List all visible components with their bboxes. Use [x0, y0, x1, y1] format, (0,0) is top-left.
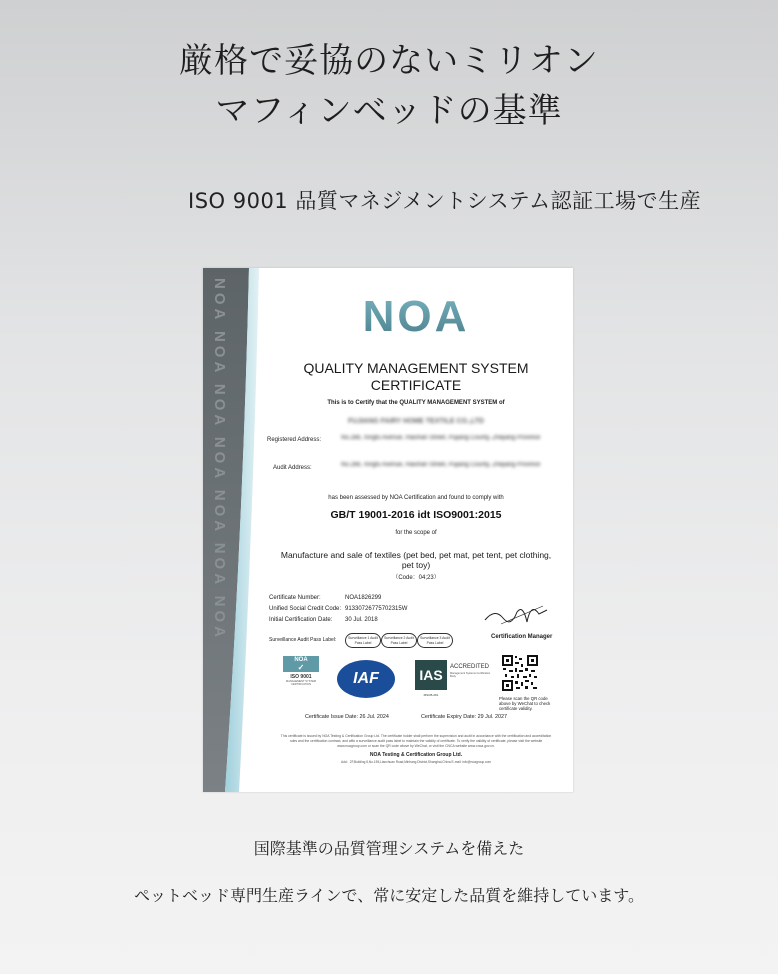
- certificate-footer-company: NOA Testing & Certification Group Ltd.: [369, 752, 463, 758]
- surveillance-label: Surveillance Audit Pass Label:: [269, 637, 337, 643]
- certificate-content: [259, 268, 573, 792]
- cert-number-value: NOA1826299: [345, 595, 382, 601]
- headline-line-2: マフィンベッドの基準: [215, 91, 563, 131]
- initial-date-label: Initial Certification Date:: [269, 617, 333, 623]
- iso-certificate-image: [203, 268, 573, 792]
- badge-noa-standard: ISO 9001: [290, 674, 312, 680]
- certificate-issue-date: Certificate Issue Date: 26 Jul. 2024: [305, 714, 389, 720]
- body-text-line-2: ペットベッド専門生産ラインで、常に安定した品質を維持しています。: [134, 886, 644, 905]
- scope-code: （Code：04;23）: [392, 575, 440, 581]
- certify-line: This is to Certify that the QUALITY MANAGEMENT SYSTEM of: [327, 400, 505, 406]
- iso-subheadline: ISO 9001 品質マネジメントシステム認証工場で生産: [188, 189, 702, 213]
- certificate-expiry-date: Certificate Expiry Date: 29 Jul. 2027: [421, 714, 507, 720]
- certificate-title-line-2: CERTIFICATE: [370, 377, 462, 393]
- qr-caption: Please scan the QR code above by WeChat to check certificate validity.: [499, 696, 551, 711]
- headline-line-1: 厳格で妥協のないミリオン: [179, 41, 599, 81]
- certificate-footer-address: Add：2F,Building 5,No.155,Lianchuan Road,Minhang District,Shanghai,China E-mail: info@noagroup.com: [340, 760, 492, 764]
- registered-address-value: No.288, Xingfu Avenue, Haishan Street, Pujiang County, Zhejiang Province: [341, 435, 541, 441]
- ias-accredited: ACCREDITED: [450, 664, 490, 670]
- registered-address-label: Registered Address:: [267, 437, 322, 443]
- company-name: FUJIANG FAIRY HOME TEXTILE CO.,LTD: [348, 418, 484, 425]
- cert-number-label: Certificate Number:: [269, 595, 321, 601]
- certification-manager-label: Certification Manager: [491, 634, 553, 640]
- audit-address-label: Audit Address:: [273, 465, 312, 471]
- iaf-badge-text: IAF: [353, 670, 379, 687]
- audit-address-value: No.288, Xingfu Avenue, Haishan Street, Pujiang County, Zhejiang Province: [341, 462, 541, 468]
- manager-signature: [481, 598, 551, 628]
- credit-code-value: 91330726775702315W: [345, 606, 408, 612]
- scope-line-1: Manufacture and sale of textiles (pet bed, pet mat, pet tent, pet clothing,: [280, 550, 552, 560]
- noa-logo: [259, 293, 573, 342]
- certificate-watermark: NOA NOA NOA NOA NOA NOA NOA: [211, 278, 228, 641]
- body-text-line-1: 国際基準の品質管理システムを備えた: [253, 839, 525, 858]
- check-icon: ✓: [297, 663, 305, 672]
- iaf-badge: [337, 660, 395, 698]
- scope-intro: for the scope of: [395, 530, 437, 536]
- credit-code-label: Unified Social Credit Code:: [269, 606, 342, 612]
- surveillance-pill-2: Surveillance 2 Audit Pass Label: [381, 633, 417, 648]
- certificate-side-band: [203, 268, 263, 792]
- page-headline: [0, 36, 778, 136]
- verification-qr-code: [501, 654, 539, 692]
- certificate-footer-note: This certificate is issued by NOA Testing & Certification Group Ltd. The certificate holder shall perform the supervision and audit in accordance with the certification and accreditation rules and the certification contract, and affix a surveillance audit pass label to maintain the validity of certificate. To verify the validity of certificate, please visit the website www.noagroup.com or scan the QR code above by WeChat, or visit the CNCA website www.cnca.gov.cn.: [280, 734, 552, 748]
- ias-badge: [415, 660, 493, 702]
- badge-noa-sub: MANAGEMENT SYSTEM CERTIFICATION: [286, 680, 316, 687]
- scope-line-2: pet toy): [401, 560, 431, 570]
- initial-date-value: 30 Jul. 2018: [345, 617, 378, 623]
- certificate-title: [259, 360, 573, 394]
- noa-iso9001-badge: [283, 656, 319, 702]
- certificate-title-line-1: QUALITY MANAGEMENT SYSTEM: [303, 360, 529, 376]
- assessed-line: has been assessed by NOA Certification and found to comply with: [328, 495, 504, 501]
- certified-standard: GB/T 19001-2016 idt ISO9001:2015: [330, 509, 502, 521]
- badge-noa-top: NOA: [294, 657, 308, 663]
- ias-badge-mark: IAS: [415, 660, 447, 690]
- surveillance-pill-3: Surveillance 3 Audit Pass Label: [417, 633, 453, 648]
- noa-logo-text: NOA: [362, 293, 470, 337]
- ias-sub: Management Systems Certification Body: [450, 672, 491, 679]
- ias-code: MSCB-261: [423, 693, 439, 697]
- surveillance-pill-1: Surveillance 1 Audit Pass Label: [345, 633, 381, 648]
